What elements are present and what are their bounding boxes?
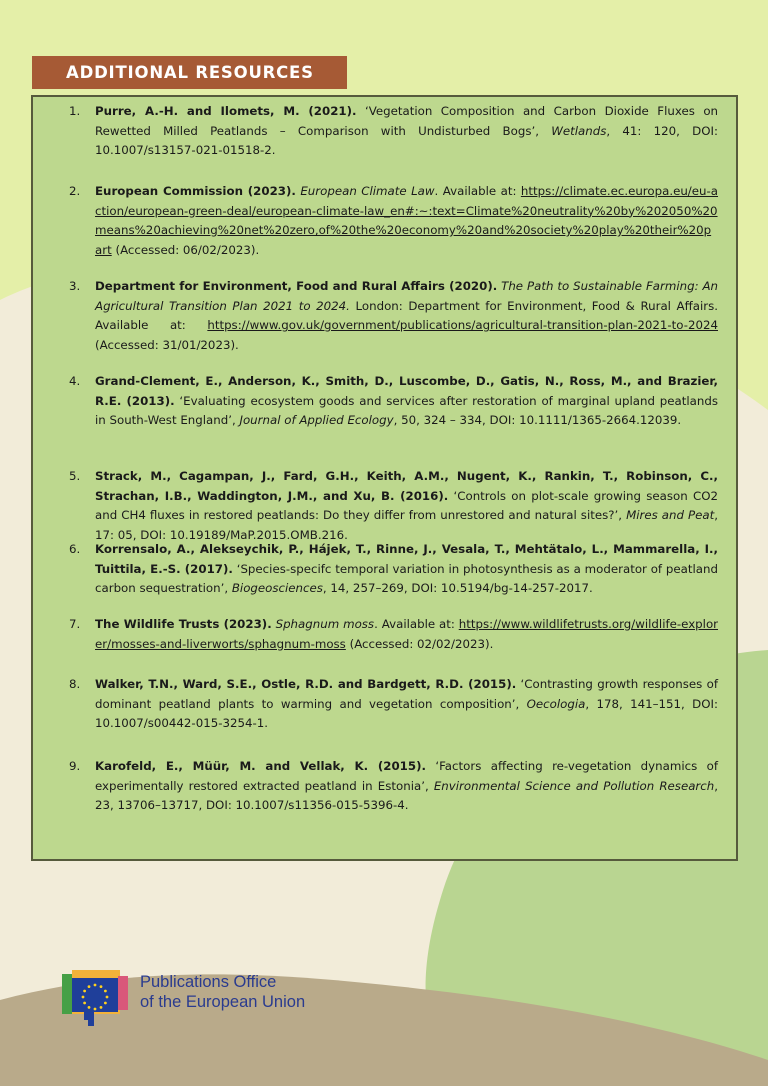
- reference-tail: , 50, 324 – 334, DOI: 10.1111/1365-2664.12039.: [393, 413, 682, 427]
- reference-tail: (Accessed: 06/02/2023).: [111, 242, 260, 257]
- reference-tail: , 41: 120, DOI: 10.1007/s13157-021-01518-2.: [95, 123, 718, 157]
- reference-tail: , 17: 05, DOI: 10.19189/MaP.2015.OMB.216.: [95, 508, 718, 542]
- reference-journal: Oecologia: [526, 696, 586, 711]
- reference-text: ‘Controls on plot-scale growing season CO2 and CH4 fluxes in restored peatlands: Do they differ from unrestored and natural sites?’,: [95, 488, 719, 522]
- logo-text: [140, 972, 305, 1012]
- reference-item: [33, 372, 718, 431]
- publications-office-logo: [60, 968, 310, 1030]
- reference-title: The Path to Sustainable Farming: An Agricultural Transition Plan 2021 to 2024.: [95, 279, 718, 313]
- reference-text: ‘Vegetation Composition and Carbon Dioxide Fluxes on Rewetted Milled Peatlands – Comparison with Undisturbed Bogs’,: [95, 104, 719, 138]
- reference-link[interactable]: https://www.wildlifetrusts.org/wildlife-explorer/mosses-and-liverworts/sphagnum-moss: [95, 617, 719, 651]
- reference-authors: The Wildlife Trusts (2023).: [95, 617, 272, 631]
- reference-text: . Available at:: [434, 184, 521, 198]
- reference-text: ‘Factors affecting re-vegetation dynamics of experimentally restored extracted peatland in Estonia’,: [95, 759, 719, 793]
- reference-tail: , 178, 141–151, DOI: 10.1007/s00442-015-3254-1.: [95, 696, 718, 730]
- reference-authors: Karofeld, E., Müür, M. and Vellak, K. (2015).: [95, 759, 426, 773]
- reference-text: ‘Evaluating ecosystem goods and services after restoration of marginal upland peatlands in South-West England’,: [95, 393, 719, 427]
- reference-text: London: Department for Environment, Food & Rural Affairs. Available at:: [95, 298, 718, 332]
- reference-journal: Biogeosciences: [231, 581, 323, 595]
- reference-link[interactable]: https://climate.ec.europa.eu/eu-action/european-green-deal/european-climate-law_en#:~:text=Climate%20neutrality%20by%202050%20means%20achieving%20net%20zero,of%20the%20economy%20and%20society%20play%20their%20part: [95, 184, 719, 257]
- reference-authors: Purre, A.-H. and Ilomets, M. (2021).: [95, 104, 357, 118]
- reference-text: ‘Contrasting growth responses of dominant peatland plants to warming and vegetation composition’,: [95, 677, 718, 711]
- reference-journal: Mires and Peat: [626, 508, 715, 522]
- reference-item: [33, 540, 718, 599]
- reference-number: 7.: [69, 617, 81, 631]
- reference-journal: Journal of Applied Ecology: [239, 413, 394, 427]
- references-box: [31, 95, 738, 861]
- reference-item: [33, 182, 718, 260]
- reference-item: [33, 102, 718, 161]
- reference-authors: Walker, T.N., Ward, S.E., Ostle, R.D. and Bardgett, R.D. (2015).: [95, 677, 517, 691]
- reference-tail: (Accessed: 31/01/2023).: [95, 337, 239, 352]
- reference-text: ‘Species-specifc temporal variation in photosynthesis as a moderator of peatland carbon sequestration’,: [95, 561, 718, 595]
- eu-flag-icon: [60, 968, 132, 1030]
- reference-number: 9.: [69, 759, 81, 773]
- reference-tail: , 14, 257–269, DOI: 10.5194/bg-14-257-2017.: [322, 581, 593, 595]
- reference-tail: , 23, 13706–13717, DOI: 10.1007/s11356-015-5396-4.: [95, 778, 718, 812]
- logo-line-2: of the European Union: [140, 993, 306, 1011]
- reference-journal: Wetlands: [551, 123, 607, 138]
- reference-number: 4.: [69, 374, 81, 388]
- reference-journal: Environmental Science and Pollution Research: [433, 778, 715, 793]
- reference-authors: Strack, M., Cagampan, J., Fard, G.H., Keith, A.M., Nugent, K., Rankin, T., Robinson, C., Strachan, I.B., Waddington, J.M., and Xu, B. (2016).: [95, 469, 718, 503]
- reference-authors: Department for Environment, Food and Rural Affairs (2020).: [95, 279, 498, 293]
- reference-item: [33, 675, 718, 734]
- reference-text: . Available at:: [374, 617, 459, 631]
- reference-title: Sphagnum moss: [275, 617, 375, 631]
- reference-link[interactable]: https://www.gov.uk/government/publications/agricultural-transition-plan-2021-to-2024: [207, 318, 718, 332]
- reference-item: [33, 277, 718, 355]
- reference-number: 5.: [69, 469, 81, 483]
- reference-number: 2.: [69, 184, 81, 198]
- reference-authors: Grand-Clement, E., Anderson, K., Smith, D., Luscombe, D., Gatis, N., Ross, M., and Brazier, R.E. (2013).: [95, 374, 718, 408]
- reference-number: 1.: [69, 104, 81, 118]
- reference-item: [33, 467, 718, 545]
- reference-authors: European Commission (2023).: [95, 184, 296, 198]
- reference-title: European Climate Law: [300, 184, 435, 198]
- reference-authors: Korrensalo, A., Alekseychik, P., Hájek, T., Rinne, J., Vesala, T., Mehtätalo, L., Mammarella, I., Tuittila, E.-S. (2017).: [95, 542, 718, 576]
- reference-number: 3.: [69, 279, 81, 293]
- reference-item: [33, 757, 718, 816]
- section-header: ADDITIONAL RESOURCES: [32, 56, 347, 89]
- reference-number: 6.: [69, 542, 81, 556]
- reference-number: 8.: [69, 677, 81, 691]
- reference-tail: (Accessed: 02/02/2023).: [345, 636, 494, 651]
- reference-item: [33, 615, 718, 654]
- logo-line-1: Publications Office: [140, 973, 277, 991]
